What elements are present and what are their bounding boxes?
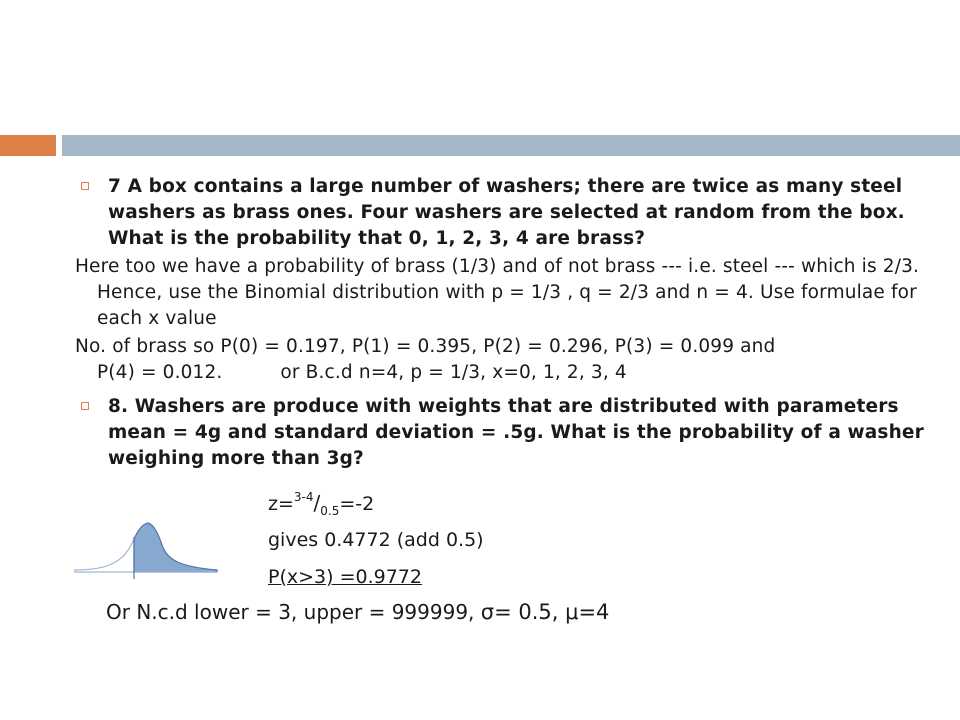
z-numerator: 3-4 — [293, 490, 314, 504]
normal-curve-diagram — [72, 515, 222, 581]
q7-answer-line2b: or B.c.d n=4, p = 1/3, x=0, 1, 2, 3, 4 — [280, 362, 627, 383]
q7-question-text: 7 A box contains a large number of washers; there are twice as many steel washers as brass ones. Four washers are selected at random from the box. What is the probability that 0, 1, 2, 3, 4 are brass? — [108, 176, 905, 249]
accent-bar-blue — [62, 135, 960, 156]
z-result: =-2 — [339, 493, 375, 515]
z-denominator: 0.5 — [320, 504, 340, 518]
shaded-area — [134, 523, 217, 572]
slide-content — [75, 174, 945, 472]
gives-line: gives 0.4772 (add 0.5) — [268, 529, 484, 551]
q7-answer-line1: No. of brass so P(0) = 0.197, P(1) = 0.395, P(2) = 0.296, P(3) = 0.099 and — [75, 336, 776, 357]
q7-question-paragraph — [75, 174, 945, 252]
q8-question-text: 8. Washers are produce with weights that are distributed with parameters mean = 4g and standard deviation = .5g. What is the probability of a washer weighing more than 3g? — [108, 396, 924, 469]
q7-answer-line2a: P(4) = 0.012. — [97, 362, 223, 383]
ncd-line: Or N.c.d lower = 3, upper = 999999, σ= 0.5, μ=4 — [106, 600, 610, 624]
bullet-icon — [81, 182, 89, 190]
probability-result: P(x>3) =0.9772 — [268, 566, 422, 588]
z-score-formula: $z=^{3-4}/_{0.5}=-2$ — [268, 490, 375, 518]
q7-explanation: Here too we have a probability of brass (1/3) and of not brass --- i.e. steel --- which is 2/3. Hence, use the Binomial distribution with p = 1/3 , q = 2/3 and n = 4. Use formulae for each x value — [75, 256, 920, 329]
q7-answer — [75, 334, 945, 386]
q8-question-paragraph — [75, 394, 945, 472]
accent-bar-orange — [0, 135, 56, 156]
bullet-icon — [81, 402, 89, 410]
